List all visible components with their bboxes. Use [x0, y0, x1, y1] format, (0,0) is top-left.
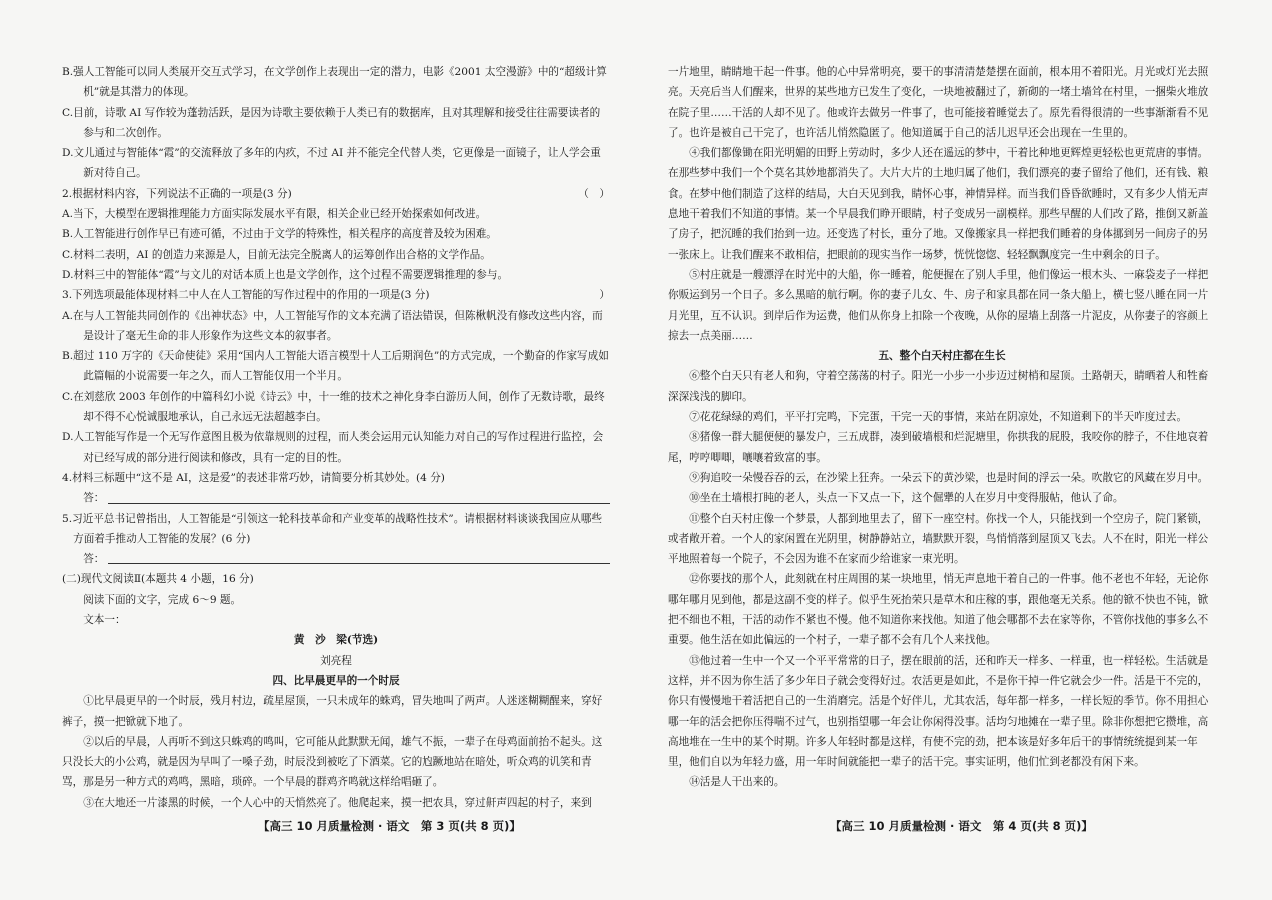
paragraph-14: ⑭活是人干出来的。: [689, 776, 785, 789]
q3-option-c: C.在刘慈欣 2003 年创作的中篇科幻小说《诗云》中，十一维的技术之神化身李白游历人间，创作了无数诗歌，最终却不得不心悦诚服地承认，自己永远无法超越李白。: [62, 390, 605, 424]
option-c: C.目前，诗歌 AI 写作较为蓬勃活跃，是因为诗歌主要依赖于人类已有的数据库，且对其理解和接受往往需要读者的参与和二次创作。: [62, 106, 601, 139]
article-author: 刘亮程: [320, 654, 352, 667]
paragraph-1: ①比早晨更早的一个时辰，残月村边，疏星屋顶，一只未成年的蛛鸡，冒失地叫了两声。人迷迷糊糊醒来，穿好裤子，摸一把锨就下地了。: [62, 695, 603, 728]
right-page-column: [668, 62, 1216, 793]
instruction: 阅读下面的文字，完成 6～9 题。: [83, 593, 242, 606]
paragraph-9: ⑨狗追咬一朵慢吞吞的云，在沙梁上狂奔。一朵云下的黄沙梁，也是时间的浮云一朵。吹散它的风藏在岁月中。: [689, 471, 1209, 484]
question-2-paren: （ ）: [578, 187, 610, 200]
paragraph-3-continued: 一片地里，睛睛地干起一件事。他的心中异常明亮，要干的事清清楚楚摆在面前，根本用不着阳光。月光或灯光去照亮。天亮后当人们醒来，世界的某些地方已发生了变化，一块地被翻过了，新砌的一堵土墙耸在村里，一捆柴火堆放在院子里……干活的人却不见了。他或许去做另一件事了，也可能接着睡觉去了。原先看得很清的一些事渐渐看不见了。也许是被自己干完了，也许活儿悄然隐匿了。他知道属于自己的活儿迟早还会出现在一生里的。: [668, 66, 1209, 139]
paragraph-11: ⑪整个白天村庄像一个梦景，人都到地里去了，留下一座空村。你找一个人，只能找到一个空房子，院门紧锁，或者敞开着。一个人的家闲置在光阴里，树静静站立，墙默默开裂，鸟悄悄落到屋顶又飞去。人不在时，阳光一样公平地照着每一个院子，不会因为谁不在家而少给谁家一束光明。: [668, 512, 1209, 566]
paragraph-7: ⑦花花绿绿的鸡们，平平打完鸣，下完蛋，干完一天的事情，来站在阴凉处，不知道剩下的半天咋度过去。: [689, 411, 1188, 424]
paragraph-6: ⑥整个白天只有老人和狗，守着空荡荡的村子。阳光一小步一小步迈过树梢和屋顶。土路朝天，睛晒着人和牲畜深深浅浅的脚印。: [668, 370, 1209, 403]
answer-line-5[interactable]: [62, 549, 610, 569]
chapter-5-heading: 五、整个白天村庄都在生长: [878, 350, 1006, 363]
option-b: B.强人工智能可以同人类展开交互式学习，在文学创作上表现出一定的潜力，电影《2001 太空漫游》中的“超级计算机”就是其潜力的体现。: [62, 66, 607, 99]
paragraph-13: ⑬他过着一生中一个又一个平平常常的日子，摆在眼前的活，还和昨天一样多、一样重，也一样轻松。生活就是这样，并不因为你生活了多少年日子就会变得好过。农活更是如此，不是你干掉一件它就会少一件。活是干不完的，你只有慢慢地干着活把自己的一生消磨完。活是个好伴儿，尤其农活，每年都一样多，一样长短的季节。你不用担心哪一年的活会把你压得喘不过气，也别指望哪一年会让你闲得没事。活均匀地摊在一辈子里。除非你想把它攒堆，高高地堆在一生中的某个时期。许多人年轻时都是这样，有使不完的劲，把本该是好多年后干的事情统统提到某一年里，他们自以为年轻力盛，用一年时间就能把一辈子的活干完。事实证明，他们忙到老都没有闲下来。: [668, 654, 1209, 769]
paragraph-8: ⑧猪像一群大腿便便的暴发户，三五成群，凑到破墙根和烂泥塘里，你拱我的屁股，我咬你的脖子，不住地哀着尾，哼哼唧唧，嚷嚷着致富的事。: [668, 431, 1209, 464]
q2-option-a: A.当下，大模型在逻辑推理能力方面实际发展水平有限，相关企业已经开始探索如何改进。: [62, 208, 487, 221]
q3-option-d: D.人工智能写作是一个无写作意图且极为依靠规则的过程，而人类会运用元认知能力对自己的写作过程进行监控，会对已经写成的部分进行阅读和修改，具有一定的目的性。: [62, 431, 604, 464]
question-4: 4.材料三标题中“这不是 AI，这是爱”的表述非常巧妙，请简要分析其妙处。(4 分): [62, 471, 445, 484]
page-footer-left: 【高三 10 月质量检测 · 语文 第 3 页(共 8 页)】: [258, 819, 521, 833]
question-3-paren: ）: [599, 289, 610, 302]
paragraph-4: ④我们都像锄在阳光明媚的田野上劳动时，多少人还在遥远的梦中，干着比种地更辉煌更轻松也更荒唐的事情。在那些梦中我们一个个莫名其妙地都消失了。大片大片的土地归属了他们，我们漂亮的妻子留给了他们，还有钱、粮食。在梦中他们制造了这样的结局，大白天见到我，睛怀心事，神情异样。而当我们昏昏欲睡时，又有多少人悄无声息地干着我们不知道的事情。某一个早晨我们睁开眼睛，村子变成另一副模样。那些早醒的人们改了路，推倒又新盖了房子，把沉睡的我们抬到一边。还变选了村长，重分了地。又像搬家具一样把我们睡着的身体挪到另一间房子的另一张床上。让我们醒来不敢相信，把眼前的现实当作一场梦，恍恍惚惚、轻轻飘飘度完一生中剩余的日子。: [668, 147, 1209, 261]
question-3-text: 3.下列选项最能体现材料二中人在人工智能的写作过程中的作用的一项是(3 分): [62, 289, 430, 302]
page-footer-right: 【高三 10 月质量检测 · 语文 第 4 页(共 8 页)】: [830, 819, 1093, 833]
paragraph-10: ⑩坐在土墙根打盹的老人，头点一下又点一下，这个倔犟的人在岁月中变得服帖，他认了命。: [689, 492, 1124, 505]
option-d: D.文儿通过与智能体“霞”的交流释放了多年的内疚，不过 AI 并不能完全代替人类，它更像是一面镜子，让人学会重新对待自己。: [62, 147, 601, 180]
section-2-heading: (二)现代文阅读Ⅱ(本题共 4 小题，16 分): [62, 573, 254, 586]
q2-option-c: C.材料二表明，AI 的创造力来源是人，目前无法完全脱离人的运筹创作出合格的文学作品。: [62, 248, 491, 261]
text-label: 文本一：: [83, 614, 126, 627]
answer-label: 答：: [83, 492, 105, 505]
question-2-text: 2.根据材料内容，下列说法不正确的一项是(3 分): [62, 187, 292, 200]
article-title: 黄 沙 梁(节选): [293, 634, 379, 647]
q3-option-a: A.在与人工智能共同创作的《出神状态》中，人工智能写作的文本充满了语法错误，但陈楸帆没有修改这些内容，而是设计了毫无生命的非人形象作为这些文本的叙事者。: [62, 309, 603, 342]
question-3: [62, 285, 610, 305]
q2-option-b: B.人工智能进行创作早已有迹可循，不过由于文学的特殊性，相关程序的高度普及较为困难。: [62, 228, 497, 241]
paragraph-5: ⑤村庄就是一艘漂浮在时光中的大船，你一睡着，舵便握在了别人手里，他们像运一根木头、一麻袋麦子一样把你贩运到另一个日子。多么黑暗的航行啊。你的妻子儿女、牛、房子和家具都在同一条大船上，横七竖八睡在同一片月光里，互不认识。到岸后作为运费，他们从你身上扣除一个夜晚，从你的屋墙上刮落一片泥皮，从你妻子的容颜上掠去一点美丽……: [668, 268, 1209, 342]
q3-option-b: B.超过 110 万字的《天命使徒》采用“国内人工智能大语言模型十人工后期润色”的方式完成，一个勤奋的作家写成如此篇幅的小说需要一年之久，而人工智能仅用一个半月。: [62, 350, 609, 383]
chapter-4-heading: 四、比早晨更早的一个时辰: [272, 674, 400, 687]
answer-label: 答：: [83, 553, 105, 566]
paragraph-3: ③在大地还一片漆黑的时候，一个人心中的天悄然亮了。他爬起来，摸一把农具，穿过鼾声四起的村子，来到: [83, 796, 592, 809]
q2-option-d: D.材料三中的智能体“霞”与文儿的对话本质上也是文学创作，这个过程不需要逻辑推理的参与。: [62, 268, 509, 281]
question-5: 5.习近平总书记曾指出，人工智能是“引领这一轮科技革命和产业变革的战略性技术”。请根据材料谈谈我国应从哪些方面着手推动人工智能的发展？(6 分): [62, 512, 603, 545]
paragraph-2: ②以后的早晨，人再听不到这只蛛鸡的鸣叫，它可能从此默默无闻，雄气不振，一辈子在母鸡面前抬不起头。这只没长大的小公鸡，就是因为早叫了一嗓子劲，时辰没到被吃了下酒菜。它的尥蹶地站在暗处，听众鸡的讥笑和青骂，那是另一种方式的鸡鸣，黑暗，琐碎。一个早晨的群鸡齐鸣就这样给唱砸了。: [62, 735, 603, 789]
left-page-column: [62, 62, 610, 813]
answer-line-4[interactable]: [62, 488, 610, 508]
question-2: [62, 184, 610, 204]
paragraph-12: ⑫你要找的那个人，此刻就在村庄周围的某一块地里，悄无声息地干着自己的一件事。他不老也不年轻，无论你哪年哪月见到他，都是这副不变的样子。似乎生死抬荣只是草木和庄稼的事，跟他毫无关系。他的锨不快也不钝，锨把不细也不粗，干活的动作不紧也不慢。他不知道你来找他。知道了他会哪都不去在家等你，不管你找他的事多么不重要。他生活在如此偏远的一个村子，一辈子都不会有几个人来找他。: [668, 573, 1209, 647]
